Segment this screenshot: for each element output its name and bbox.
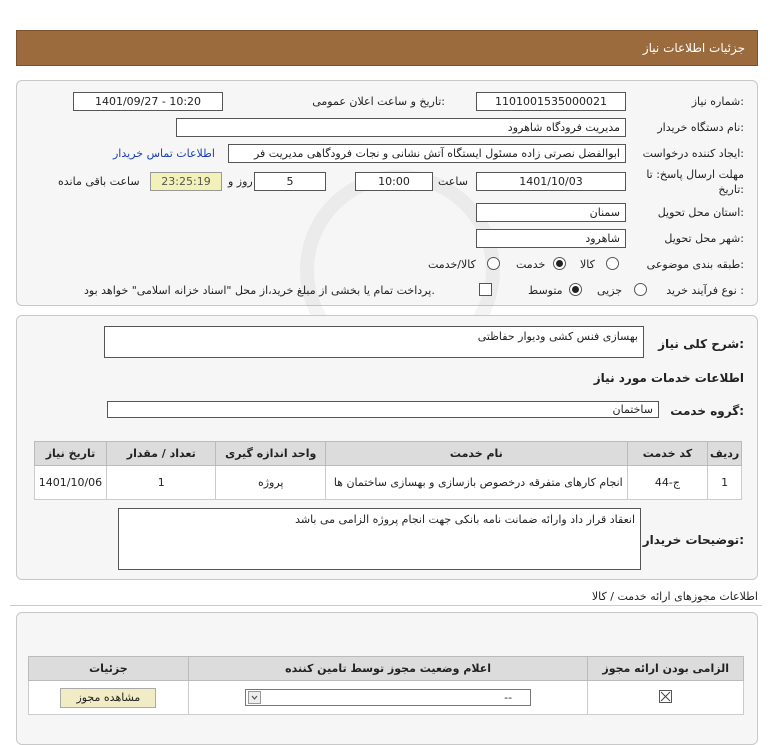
col-details: جزئیات: [29, 657, 189, 681]
process-radio-medium[interactable]: [569, 283, 582, 296]
province-field: سمنان: [476, 203, 626, 222]
process-radio-minor[interactable]: [634, 283, 647, 296]
col-code: کد خدمت: [627, 442, 707, 466]
cell-details: [29, 681, 189, 715]
col-permit-required: الزامی بودن ارائه مجوز: [588, 657, 744, 681]
treasury-payment-note: پرداخت تمام یا بخشی از مبلغ خرید،از محل "اسناد خزانه اسلامی" خواهد بود.: [84, 284, 435, 297]
announce-field: 1401/09/27 - 10:20: [73, 92, 223, 111]
table-row: [35, 466, 742, 500]
required-checkbox-icon: [659, 690, 672, 703]
deadline-time-field: 10:00: [355, 172, 433, 191]
cell-qty: 1: [106, 466, 216, 500]
treasury-payment-checkbox[interactable]: [479, 283, 492, 296]
buyer-contact-link[interactable]: اطلاعات تماس خریدار: [113, 147, 215, 160]
deadline-date-field: 1401/10/03: [476, 172, 626, 191]
cell-date: 1401/10/06: [35, 466, 107, 500]
view-permit-button[interactable]: مشاهده مجوز: [60, 688, 156, 708]
summary-label: شرح کلی نیاز:: [658, 337, 744, 351]
days-label: روز و: [228, 175, 253, 188]
cell-row: 1: [708, 466, 742, 500]
permits-table: [28, 656, 744, 715]
need-number-field: 1101001535000021: [476, 92, 626, 111]
need-number-label: شماره نیاز:: [691, 95, 744, 108]
requester-field: ابوالفضل نصرتی زاده مسئول ایستگاه آتش نشانی و نجات فرودگاهی مدیریت فر: [228, 144, 626, 163]
cell-unit: پروژه: [216, 466, 326, 500]
permit-status-select[interactable]: [245, 689, 531, 706]
announce-label: تاریخ و ساعت اعلان عمومی:: [312, 95, 445, 108]
city-label: شهر محل تحویل:: [664, 232, 744, 245]
chevron-down-icon: [248, 691, 261, 704]
col-name: نام خدمت: [326, 442, 628, 466]
category-radio-service[interactable]: [553, 257, 566, 270]
category-radio-goods[interactable]: [606, 257, 619, 270]
col-qty: تعداد / مقدار: [106, 442, 216, 466]
city-field: شاهرود: [476, 229, 626, 248]
cell-permit-required: [588, 681, 744, 715]
col-unit: واحد اندازه گیری: [216, 442, 326, 466]
summary-field: بهسازی فنس کشی ودیوار حفاظتی: [104, 326, 644, 358]
table-row: [29, 681, 744, 715]
category-option-goods-service: کالا/خدمت: [428, 258, 476, 271]
requester-label: ایجاد کننده درخواست:: [642, 147, 744, 160]
category-label: طبقه بندی موضوعی:: [646, 258, 744, 271]
page-header: [16, 30, 758, 66]
remaining-time-field: 23:25:19: [150, 172, 222, 191]
deadline-label: مهلت ارسال پاسخ: تا تاریخ:: [646, 168, 744, 196]
category-option-goods: کالا: [580, 258, 595, 271]
cell-code: ج-44: [627, 466, 707, 500]
process-option-medium: متوسط: [528, 284, 563, 297]
buyer-org-field: مدیریت فرودگاه شاهرود: [176, 118, 626, 137]
cell-permit-status: [188, 681, 588, 715]
services-section-title: اطلاعات خدمات مورد نیاز: [593, 371, 744, 385]
cell-name: انجام کارهای متفرقه درخصوص بازسازی و بهسازی ساختمان ها: [326, 466, 628, 500]
buyer-org-label: نام دستگاه خریدار:: [657, 121, 744, 134]
col-date: تاریخ نیاز: [35, 442, 107, 466]
permit-status-value: --: [504, 691, 513, 704]
remaining-label: ساعت باقی مانده: [58, 175, 140, 188]
page-title: جزئیات اطلاعات نیاز: [642, 41, 745, 55]
process-option-minor: جزیی: [597, 284, 623, 297]
province-label: استان محل تحویل:: [657, 206, 744, 219]
service-group-label: گروه خدمت:: [670, 404, 744, 418]
category-option-service: خدمت: [516, 258, 546, 271]
category-radio-goods-service[interactable]: [487, 257, 500, 270]
days-field: 5: [254, 172, 326, 191]
permits-divider: [10, 605, 762, 606]
permits-section-title: اطلاعات مجوزهای ارائه خدمت / کالا: [591, 590, 758, 603]
time-label: ساعت: [438, 175, 468, 188]
col-permit-status: اعلام وضعیت مجوز توسط تامین کننده: [188, 657, 588, 681]
service-group-field: ساختمان: [107, 401, 659, 418]
buyer-notes-field: انعقاد قرار داد وارائه ضمانت نامه بانکی جهت انجام پروژه الزامی می باشد: [118, 508, 641, 570]
col-row: ردیف: [708, 442, 742, 466]
services-table: [34, 441, 742, 500]
process-label: نوع فرآیند خرید :: [666, 284, 744, 297]
buyer-notes-label: توضیحات خریدار:: [642, 533, 744, 547]
